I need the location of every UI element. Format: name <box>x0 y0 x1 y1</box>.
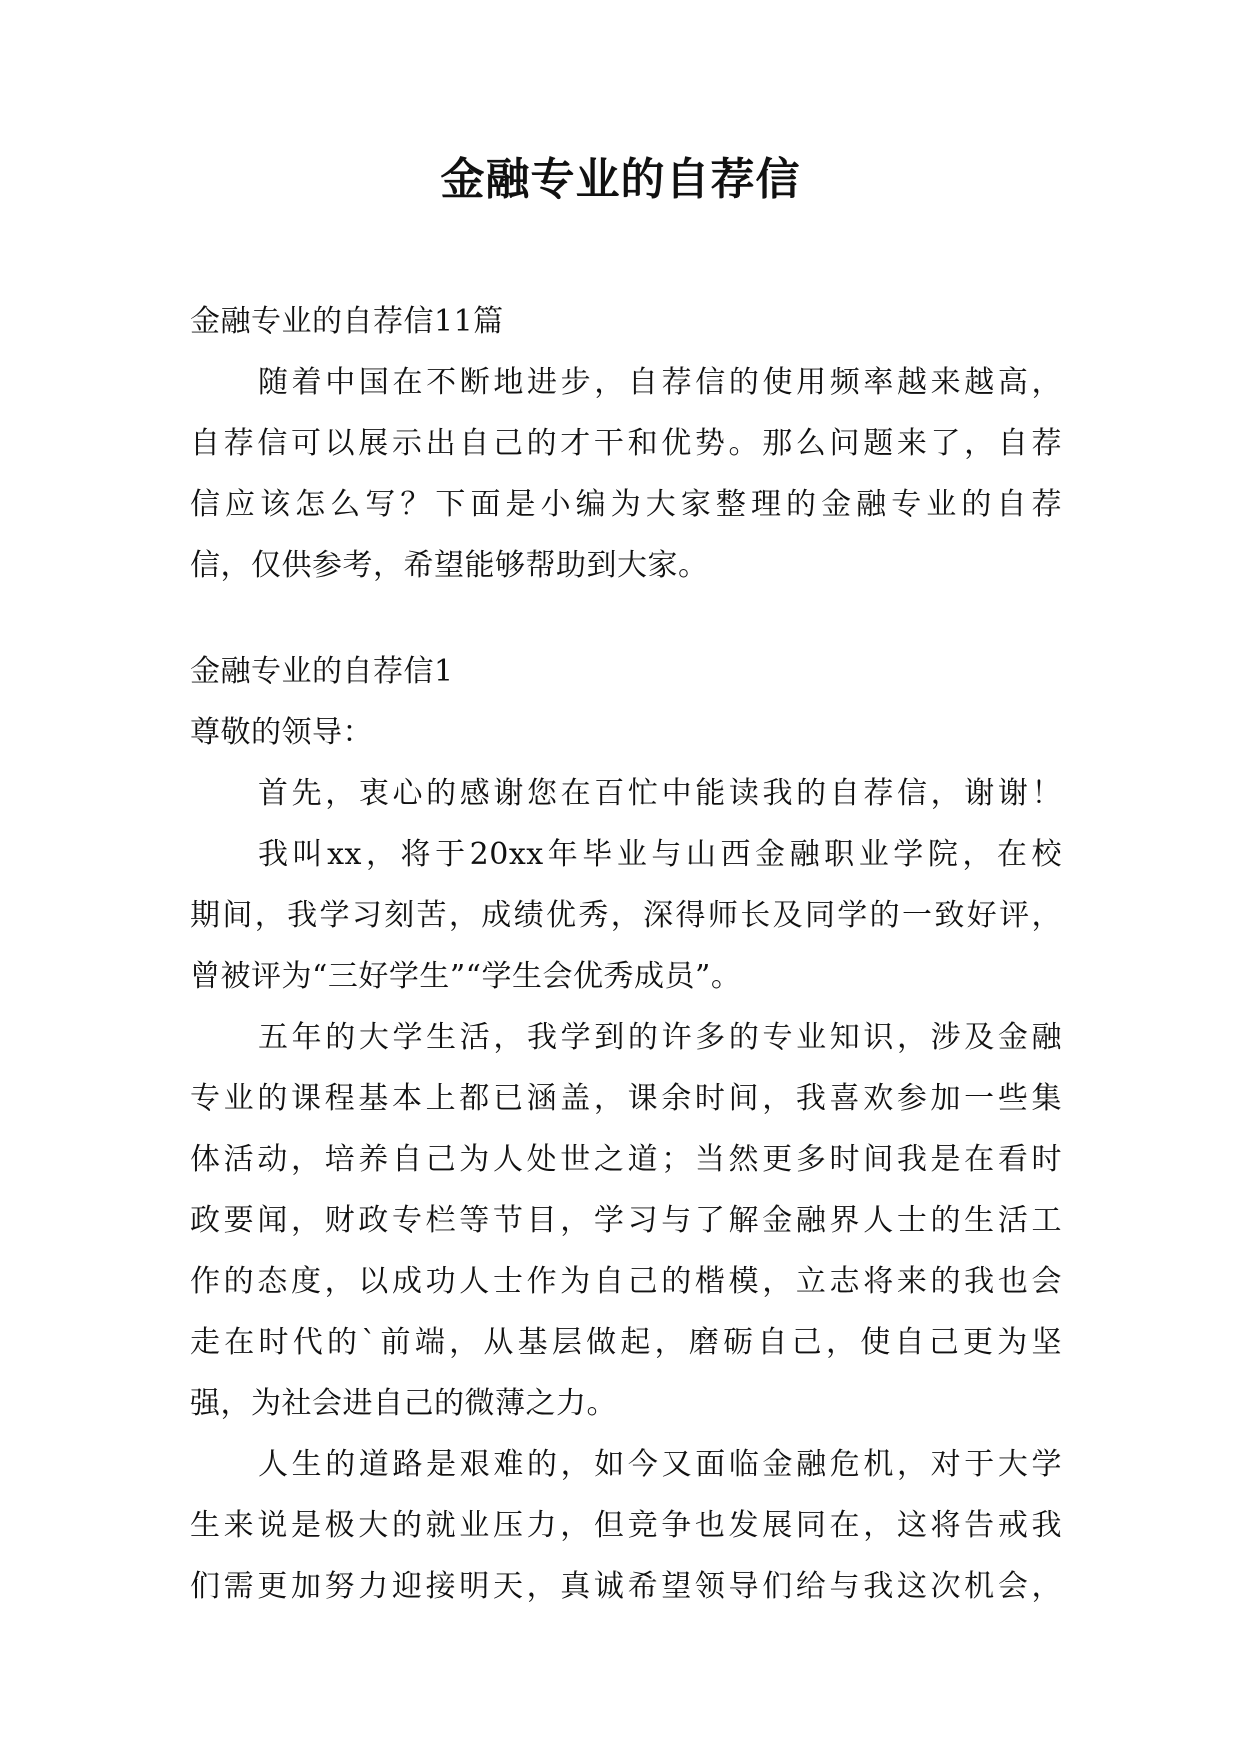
paragraph-line: 专业的课程基本上都已涵盖，课余时间，我喜欢参加一些集 <box>190 1081 1062 1116</box>
paragraph-line: 强，为社会进自己的微薄之力。 <box>190 1386 617 1421</box>
letter-salutation: 尊敬的领导： <box>190 715 373 750</box>
paragraph-line: 政要闻，财政专栏等节目，学习与了解金融界人士的生活工 <box>190 1203 1062 1238</box>
intro-subtitle: 金融专业的自荐信11篇 <box>190 304 504 339</box>
paragraph-line: 曾被评为“三好学生”“学生会优秀成员”。 <box>190 959 742 994</box>
paragraph-line: 首先，衷心的感谢您在百忙中能读我的自荐信，谢谢！ <box>258 776 1062 811</box>
paragraph-line: 们需更加努力迎接明天，真诚希望领导们给与我这次机会， <box>190 1569 1062 1604</box>
document-body <box>190 291 1062 1617</box>
document-title: 金融专业的自荐信 <box>440 154 801 205</box>
intro-line: 信应该怎么写？下面是小编为大家整理的金融专业的自荐 <box>190 487 1062 522</box>
paragraph-line: 我叫xx，将于20xx年毕业与山西金融职业学院，在校 <box>258 837 1062 872</box>
paragraph-line: 五年的大学生活，我学到的许多的专业知识，涉及金融 <box>258 1020 1062 1055</box>
section-gap <box>190 596 1062 641</box>
paragraph-line: 体活动，培养自己为人处世之道；当然更多时间我是在看时 <box>190 1142 1062 1177</box>
letter-heading: 金融专业的自荐信1 <box>190 654 454 689</box>
paragraph-line: 作的态度，以成功人士作为自己的楷模，立志将来的我也会 <box>190 1264 1062 1299</box>
intro-line: 自荐信可以展示出自己的才干和优势。那么问题来了，自荐 <box>190 426 1062 461</box>
paragraph-line: 人生的道路是艰难的，如今又面临金融危机，对于大学 <box>258 1447 1062 1482</box>
paragraph-line: 生来说是极大的就业压力，但竞争也发展同在，这将告戒我 <box>190 1508 1062 1543</box>
paragraph-line: 走在时代的`前端，从基层做起，磨砺自己，使自己更为坚 <box>190 1325 1062 1360</box>
intro-line: 随着中国在不断地进步，自荐信的使用频率越来越高， <box>258 365 1062 400</box>
paragraph-line: 期间，我学习刻苦，成绩优秀，深得师长及同学的一致好评， <box>190 898 1062 933</box>
intro-line: 信，仅供参考，希望能够帮助到大家。 <box>190 548 709 583</box>
